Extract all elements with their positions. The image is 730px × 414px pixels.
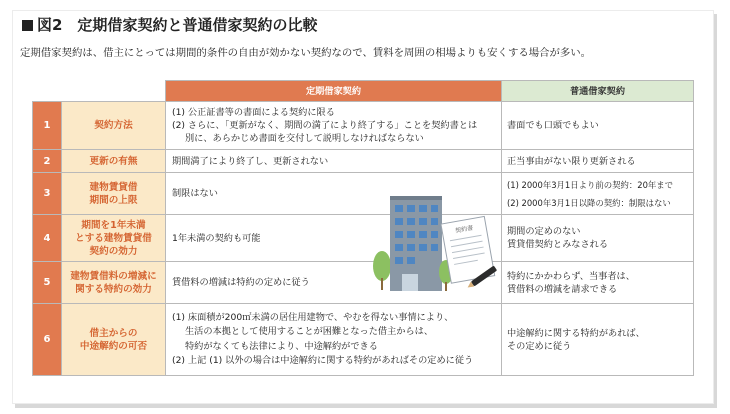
table-row (33, 102, 694, 150)
row-number: 1 (33, 102, 62, 150)
document-label: 契約書 (454, 224, 474, 235)
header-futsu: 普通借家契約 (502, 81, 694, 102)
table-row (33, 304, 694, 376)
figure-title: 図2 定期借家契約と普通借家契約の比較 (22, 14, 317, 35)
table-header-row (33, 81, 694, 102)
row-item: 契約方法 (62, 102, 166, 150)
square-bullet-icon (22, 20, 33, 31)
figure-subtitle: 定期借家契約は、借主にとっては期間的条件の自由が効かない契約なので、賃料を周囲の相場よりも安くする場合が多い。 (20, 47, 592, 59)
row-item: 期間を1年未満 とする建物賃貸借 契約の効力 (62, 215, 166, 262)
futsu-cell: (1) 2000年3月1日より前の契約：20年まで (2) 2000年3月1日以降の契約：制限はない (502, 173, 694, 215)
teiki-cell: 期間満了により終了し、更新されない (166, 150, 502, 173)
futsu-cell: 中途解約に関する特約があれば、 その定めに従う (502, 304, 694, 376)
teiki-cell: 1年未満の契約も可能 (166, 215, 502, 262)
table-row (33, 150, 694, 173)
tree-icon (373, 251, 391, 281)
building-contract-illustration (372, 186, 502, 296)
header-teiki: 定期借家契約 (166, 81, 502, 102)
row-number: 3 (33, 173, 62, 215)
row-item: 建物賃貸借 期間の上限 (62, 173, 166, 215)
row-number: 5 (33, 262, 62, 304)
teiki-cell: 賃借料の増減は特約の定めに従う (166, 262, 502, 304)
teiki-cell: 制限はない (166, 173, 502, 215)
row-item: 建物賃借料の増減に 関する特約の効力 (62, 262, 166, 304)
teiki-cell: (1) 公正証書等の書面による契約に限る (2) さらに、「更新がなく、期間の満了により終了する」ことを契約書とは 別に、あらかじめ書面を交付して説明しなければならない (166, 102, 502, 150)
futsu-cell: 期間の定めのない 賃貸借契約とみなされる (502, 215, 694, 262)
futsu-cell: 書面でも口頭でもよい (502, 102, 694, 150)
row-number: 2 (33, 150, 62, 173)
comparison-table (32, 80, 694, 376)
futsu-cell: 特約にかかわらず、当事者は、 賃借料の増減を請求できる (502, 262, 694, 304)
row-number: 6 (33, 304, 62, 376)
row-item: 借主からの 中途解約の可否 (62, 304, 166, 376)
table-row (33, 262, 694, 304)
teiki-cell: (1) 床面積が200㎡未満の居住用建物で、やむを得ない事情により、 生活の本拠として使用することが困難となった借主からは、 特約がなくても法律により、中途解約ができる (2) 上記 (1) 以外の場合は中途解約に関する特約があればその定めに従う (166, 304, 502, 376)
table-row (33, 173, 694, 215)
table-row (33, 215, 694, 262)
row-item: 更新の有無 (62, 150, 166, 173)
row-number: 4 (33, 215, 62, 262)
futsu-cell: 正当事由がない限り更新される (502, 150, 694, 173)
